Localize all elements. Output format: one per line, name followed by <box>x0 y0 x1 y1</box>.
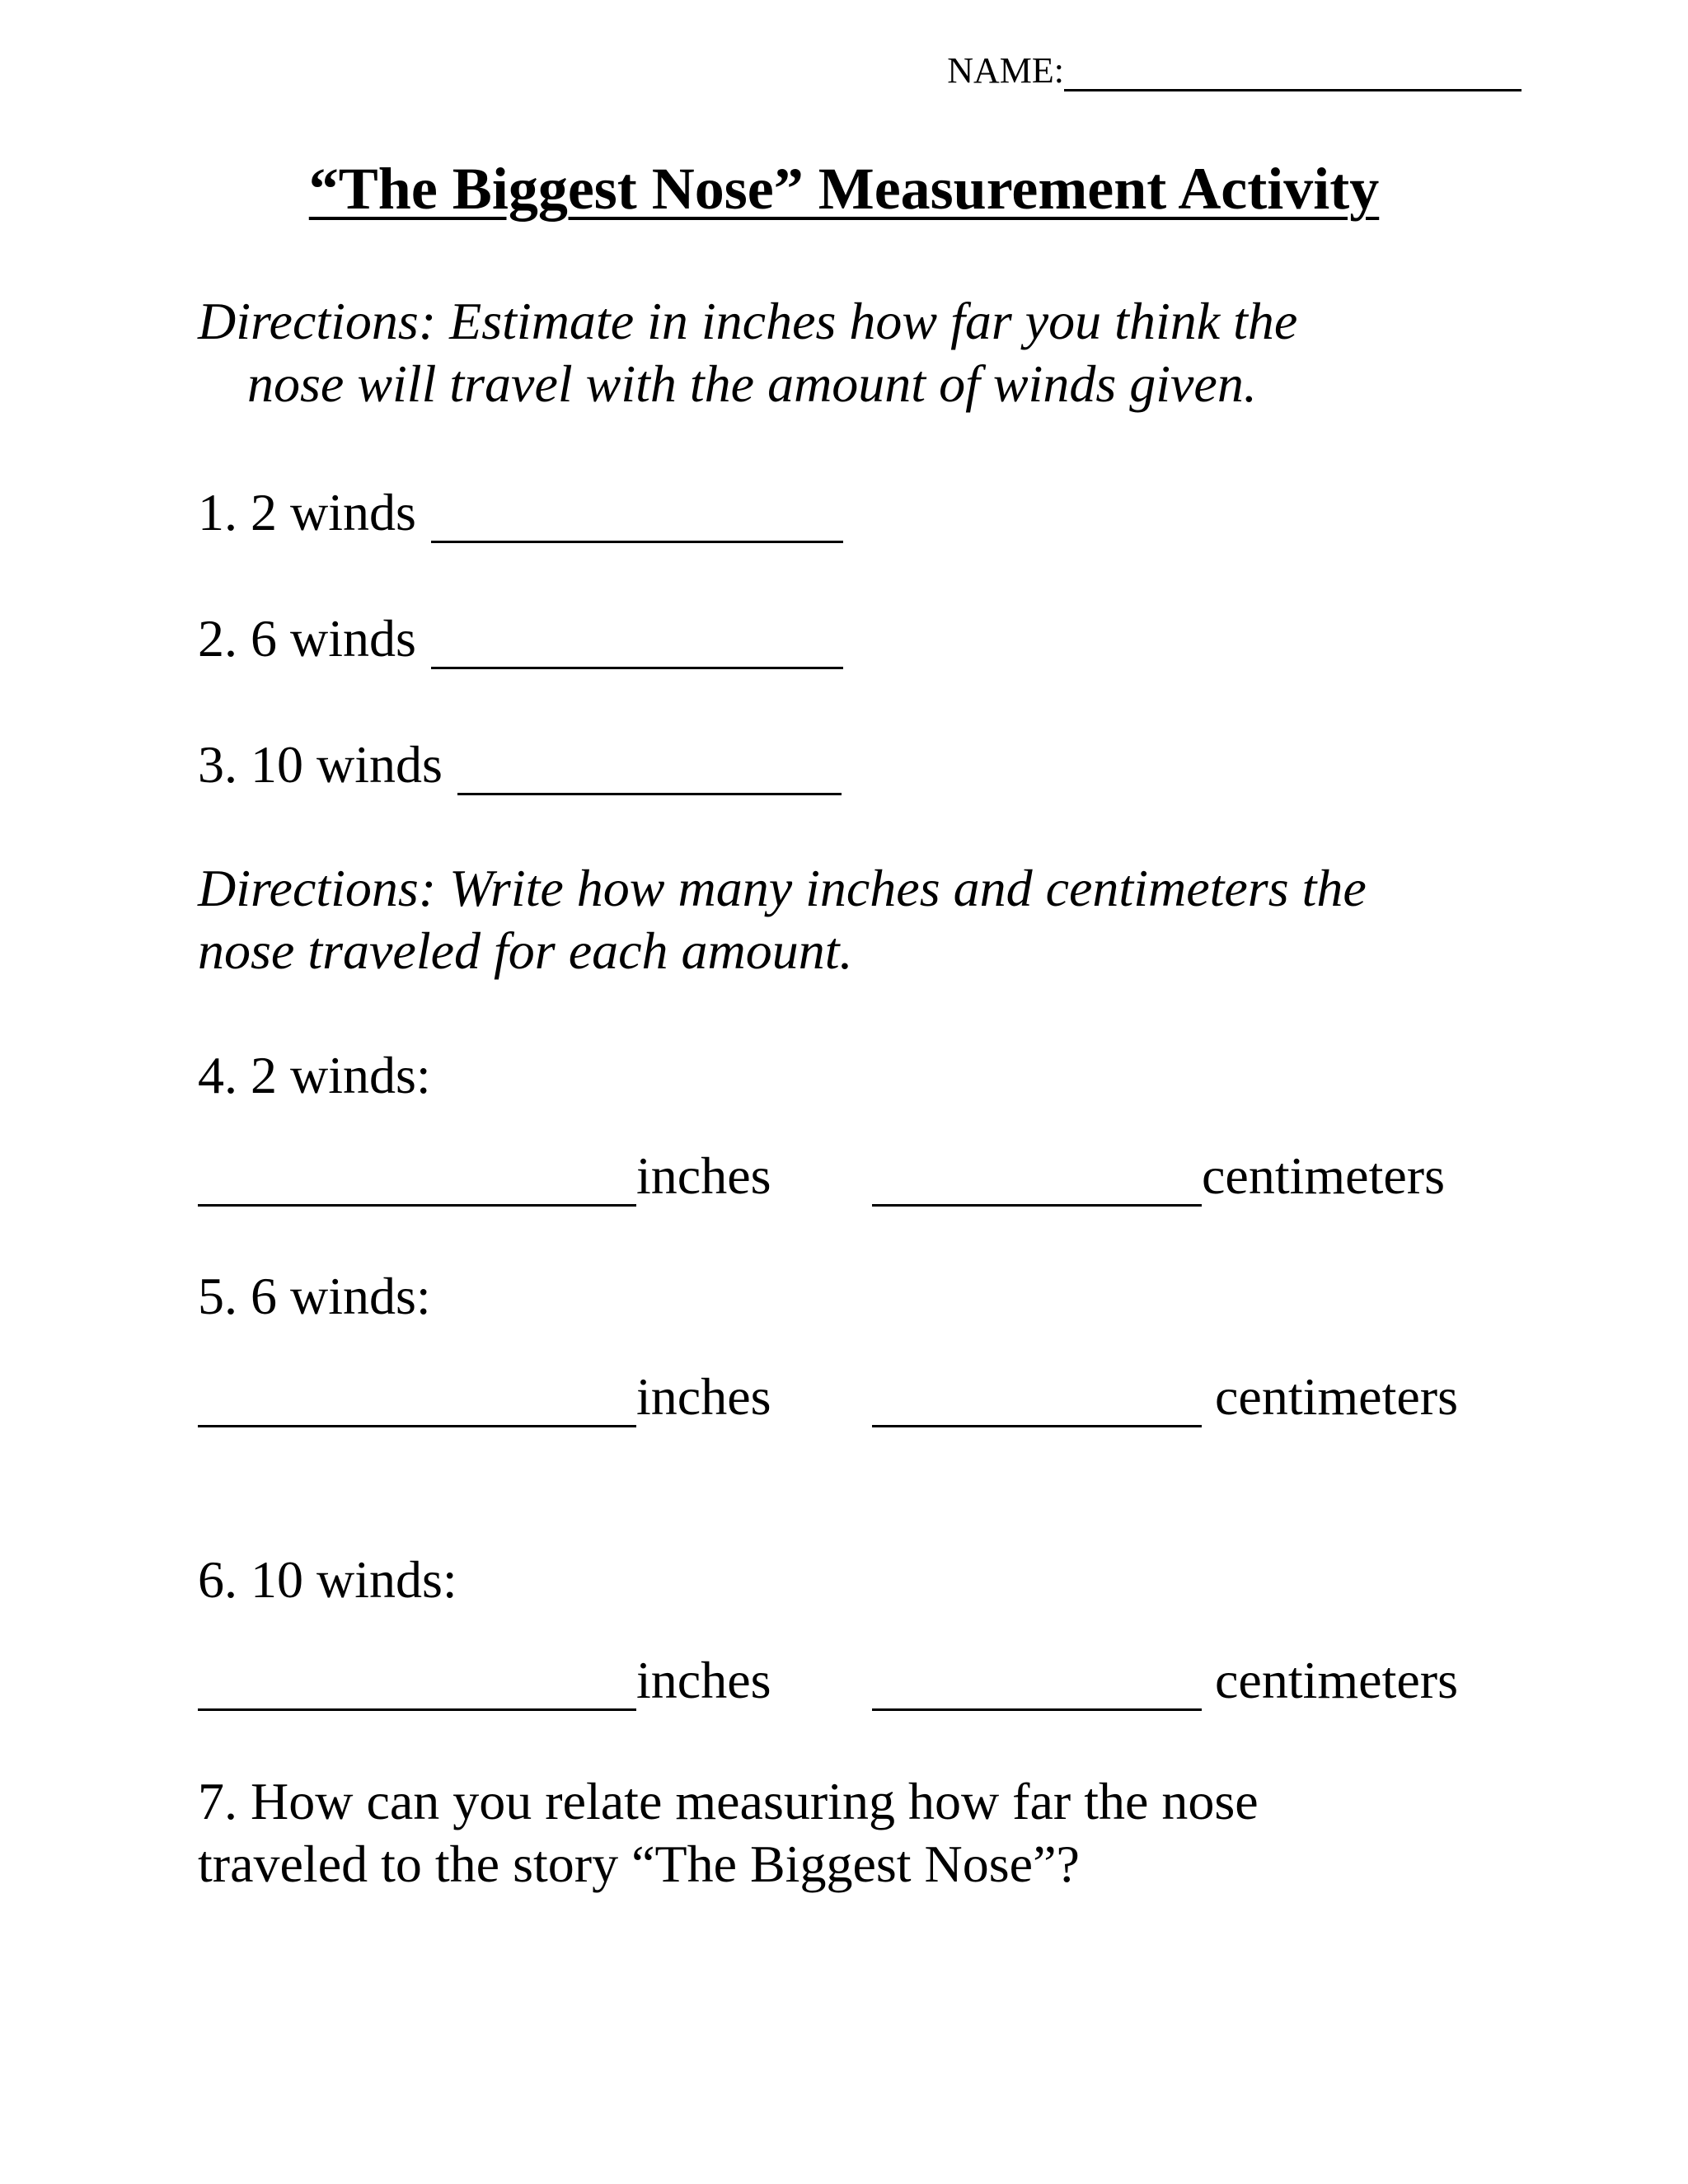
question-1-label: 1. 2 winds <box>198 483 416 541</box>
question-5-centimeters-unit: centimeters <box>1215 1367 1458 1426</box>
question-5-inches <box>198 1366 771 1427</box>
name-field <box>947 49 1522 91</box>
question-4-inches-blank[interactable] <box>198 1155 636 1207</box>
question-5-label: 5. 6 winds: <box>198 1267 431 1325</box>
question-6-inches-blank[interactable] <box>198 1659 636 1711</box>
question-7-line-1: 7. How can you relate measuring how far the nose <box>198 1772 1259 1830</box>
question-3-label: 3. 10 winds <box>198 735 443 794</box>
directions-estimate-line-2: nose will travel with the amount of winds given. <box>247 354 1257 413</box>
page-title <box>0 155 1688 223</box>
question-6-centimeters <box>872 1650 1458 1711</box>
directions-estimate-line-1: Directions: Estimate in inches how far you think the <box>198 292 1298 350</box>
question-6-label: 6. 10 winds: <box>198 1550 457 1609</box>
question-5-centimeters <box>872 1366 1458 1427</box>
question-3-blank[interactable] <box>457 743 842 795</box>
question-1 <box>198 482 843 543</box>
question-3 <box>198 734 842 795</box>
directions-measure-line-1: Directions: Write how many inches and centimeters the <box>198 859 1367 917</box>
question-6-inches-unit: inches <box>636 1651 771 1709</box>
name-blank[interactable] <box>1064 49 1522 91</box>
question-2 <box>198 608 843 669</box>
directions-measure <box>198 857 1367 982</box>
question-1-blank[interactable] <box>431 491 843 543</box>
question-4-inches <box>198 1146 771 1207</box>
question-6-centimeters-unit: centimeters <box>1215 1651 1458 1709</box>
question-4-centimeters-blank[interactable] <box>872 1155 1202 1207</box>
question-7-line-2: traveled to the story “The Biggest Nose”? <box>198 1835 1080 1893</box>
name-label: NAME: <box>947 50 1064 91</box>
question-4-inches-unit: inches <box>636 1146 771 1205</box>
question-5-inches-unit: inches <box>636 1367 771 1426</box>
question-4-label: 4. 2 winds: <box>198 1046 431 1104</box>
page-title-text: “The Biggest Nose” Measurement Activity <box>308 156 1380 222</box>
question-4-centimeters <box>872 1146 1445 1207</box>
question-5-inches-blank[interactable] <box>198 1376 636 1427</box>
question-6-centimeters-blank[interactable] <box>872 1659 1202 1711</box>
question-2-blank[interactable] <box>431 617 843 669</box>
question-5-centimeters-blank[interactable] <box>872 1376 1202 1427</box>
question-2-label: 2. 6 winds <box>198 609 416 668</box>
question-4-centimeters-unit: centimeters <box>1202 1146 1445 1205</box>
directions-estimate <box>198 290 1297 415</box>
question-7 <box>198 1770 1259 1896</box>
question-6-inches <box>198 1650 771 1711</box>
directions-measure-line-2: nose traveled for each amount. <box>198 921 853 980</box>
